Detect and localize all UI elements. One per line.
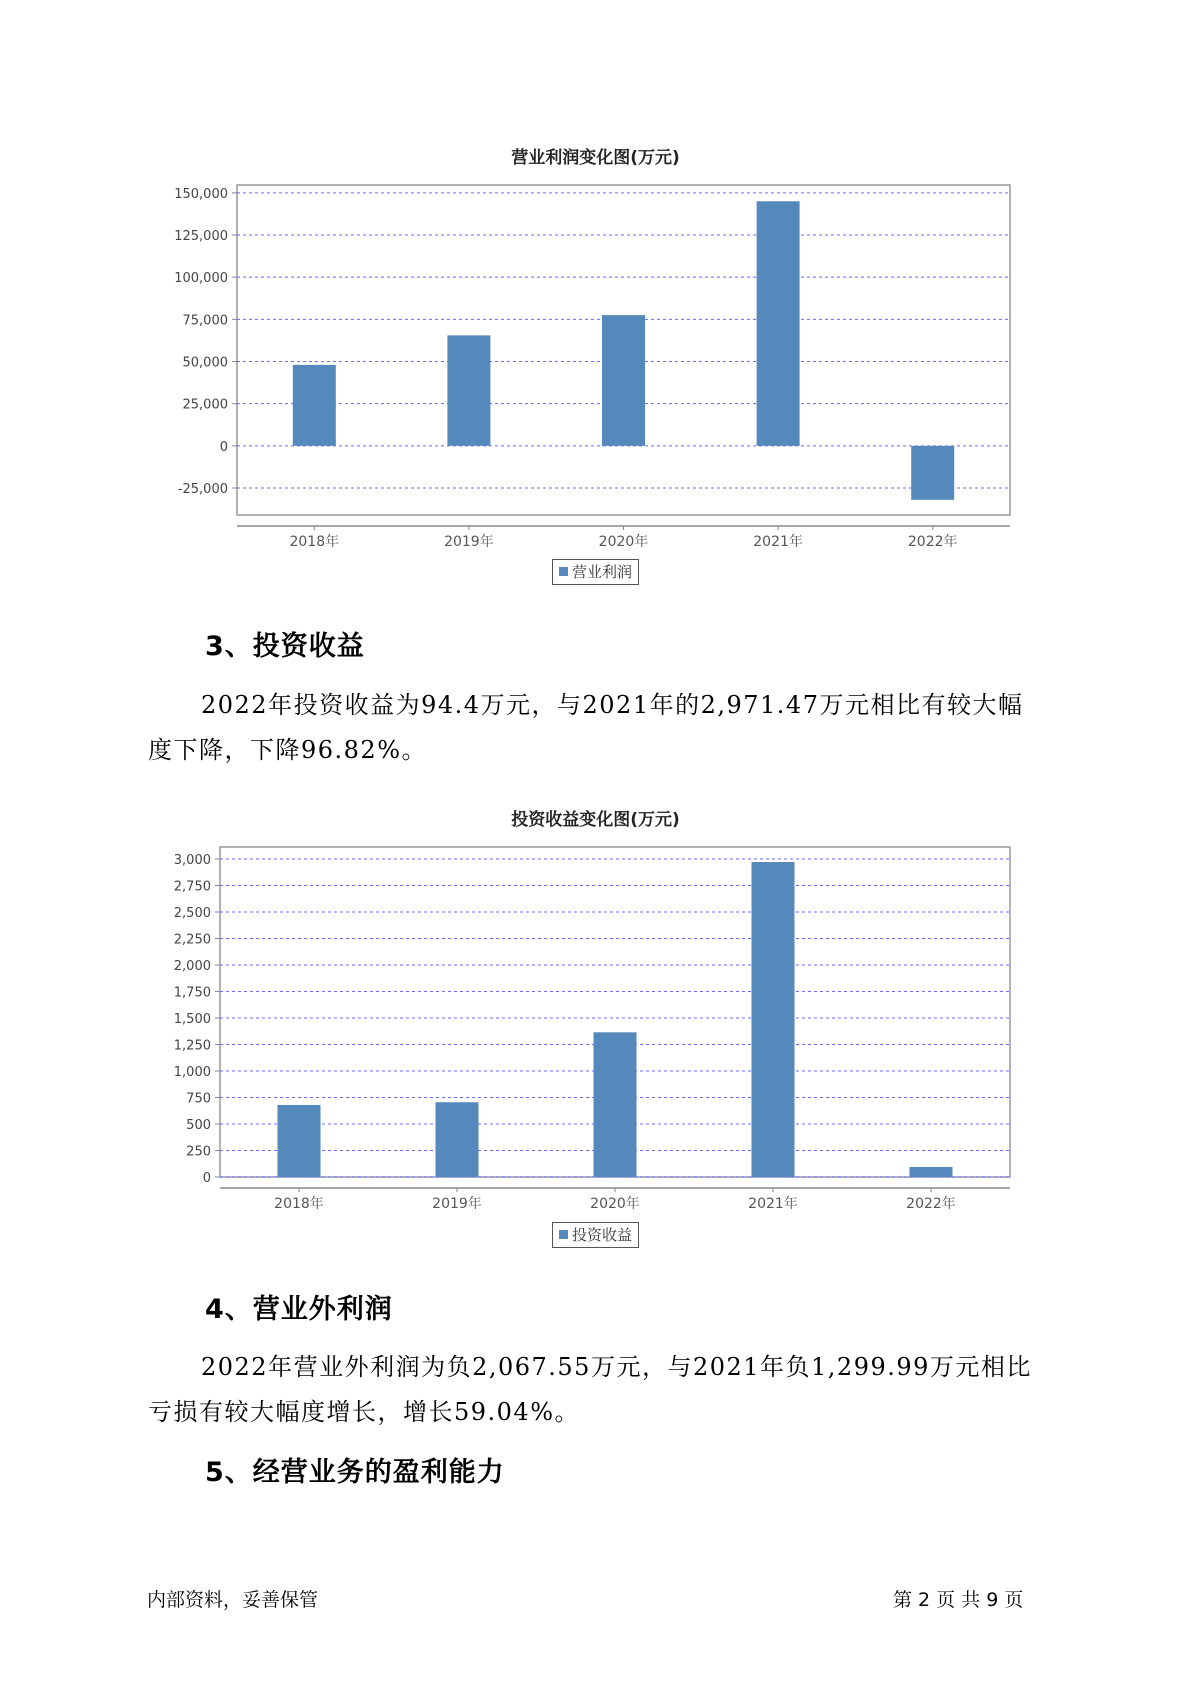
chart2-legend <box>552 1222 639 1248</box>
footer-page-number: 第 2 页 共 9 页 <box>893 1589 1024 1611</box>
legend-swatch-icon <box>559 567 568 576</box>
section5-heading: 5、经营业务的盈利能力 <box>205 1457 505 1488</box>
chart2-ytick-label: 750 <box>186 1091 211 1107</box>
chart2-ytick-label: 1,250 <box>173 1038 211 1054</box>
chart2-ytick-label: 3,000 <box>173 853 211 868</box>
chart1-bar-2020年 <box>602 315 645 446</box>
chart2-xtick-label: 2021年 <box>748 1196 798 1212</box>
chart2-ytick-label: 2,000 <box>173 959 211 974</box>
chart2-bar-2018年 <box>278 1105 321 1177</box>
chart2-xtick-label: 2018年 <box>274 1196 324 1212</box>
chart1-ytick-label: 50,000 <box>182 355 228 371</box>
chart1-ytick-label: 125,000 <box>174 229 228 245</box>
chart2-bar-2022年 <box>910 1167 953 1177</box>
section3-heading: 3、投资收益 <box>205 631 365 662</box>
chart1-ytick-label: -25,000 <box>177 482 228 498</box>
chart1-xtick-label: 2020年 <box>598 534 649 550</box>
chart2-ytick-label: 2,250 <box>173 932 211 948</box>
chart1-bar-2018年 <box>293 365 336 446</box>
chart2-xtick-label: 2019年 <box>432 1196 482 1212</box>
chart2-ytick-label: 2,500 <box>173 906 211 921</box>
chart2-ytick-label: 250 <box>186 1144 211 1160</box>
chart1-legend-label: 营业利润 <box>572 563 633 581</box>
chart1-ytick-label: 0 <box>219 439 228 455</box>
chart2-ytick-label: 1,000 <box>173 1065 211 1080</box>
chart1-xtick-label: 2021年 <box>753 534 803 550</box>
investment-income-chart <box>0 800 1191 1220</box>
chart2-ytick-label: 1,500 <box>173 1012 211 1027</box>
chart1-bar-2022年 <box>911 446 954 500</box>
chart2-ytick-label: 1,750 <box>173 985 211 1001</box>
section4-paragraph: 2022年营业外利润为负2,067.55万元，与2021年负1,299.99万元相比亏损有较大幅度增长，增长59.04%。 <box>148 1353 1032 1426</box>
operating-profit-chart <box>0 0 1191 600</box>
chart1-xtick-label: 2022年 <box>907 534 958 550</box>
chart1-xtick-label: 2018年 <box>289 534 340 550</box>
chart1-ytick-label: 25,000 <box>182 397 228 413</box>
chart2-bar-2021年 <box>752 862 795 1177</box>
legend-swatch-icon <box>559 1230 568 1239</box>
chart2-ytick-label: 2,750 <box>173 879 211 895</box>
chart1-ytick-label: 150,000 <box>174 186 228 202</box>
chart2-ytick-label: 0 <box>202 1171 211 1186</box>
chart1-bar-2019年 <box>447 335 490 445</box>
chart2-legend-label: 投资收益 <box>572 1226 633 1244</box>
chart2-bar-2019年 <box>436 1102 479 1177</box>
chart1-title: 营业利润变化图(万元) <box>511 148 680 168</box>
chart2-bar-2020年 <box>594 1032 637 1177</box>
chart1-legend <box>552 559 639 585</box>
chart1-ytick-label: 75,000 <box>182 313 228 329</box>
chart1-xtick-label: 2019年 <box>444 534 494 550</box>
chart2-xtick-label: 2020年 <box>590 1196 640 1212</box>
chart1-ytick-label: 100,000 <box>174 271 228 287</box>
section4-heading: 4、营业外利润 <box>205 1294 393 1325</box>
footer-confidential: 内部资料，妥善保管 <box>147 1589 319 1611</box>
chart1-bar-2021年 <box>757 201 800 446</box>
chart2-ytick-label: 500 <box>186 1118 211 1133</box>
section3-paragraph: 2022年投资收益为94.4万元，与2021年的2,971.47万元相比有较大幅度下降，下降96.82%。 <box>148 691 1024 764</box>
chart2-xtick-label: 2022年 <box>906 1196 956 1212</box>
chart2-title: 投资收益变化图(万元) <box>511 810 680 830</box>
